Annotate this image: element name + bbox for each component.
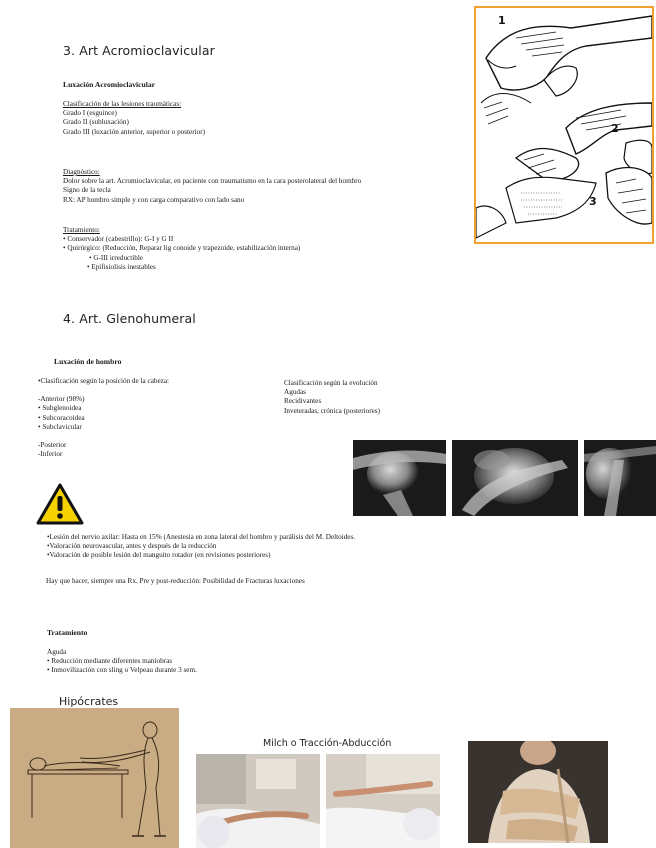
warning-item: •Valoración de posible lesión del manguito rotador (en revisiones posteriores) [47, 551, 271, 560]
anterior-label: -Anterior (98%) [38, 395, 85, 404]
figure-label: 3 [589, 195, 597, 208]
treatment-item: • Conservador (cabestrillo): G-I y G II [63, 235, 174, 244]
section4-subtitle: Luxación de hombro [54, 357, 122, 366]
xray-image [452, 440, 578, 516]
acromio-classification [63, 100, 205, 137]
diagnosis-line: Dolor sobre la art. Acromioclavicular, en paciente con traumatismo en la cara posterolateral del hombro [63, 177, 362, 186]
xray-image [584, 440, 656, 516]
milch-photo [196, 754, 320, 848]
treatment-subitem: • Epifisiolisis inestables [87, 262, 156, 271]
glenohumeral-treatment [47, 648, 197, 676]
anterior-item: • Subcoracoidea [38, 413, 85, 422]
milch-caption: Milch o Tracción-Abducción [263, 738, 392, 749]
figure-label: 1 [498, 14, 506, 27]
hipocrates-illustration [10, 708, 179, 848]
treatment-item: • Quirúrgico: (Reducción, Reparar lig conoide y trapezoide, estabilización interna) [63, 244, 301, 253]
section3-title: 3. Art Acromioclavicular [63, 43, 215, 58]
warning-item: •Lesión del nervio axilar: Hasta en 15% (Anestesia en zona lateral del hombro y parálisis del M. Deltoides. [47, 533, 356, 541]
classification-item: Grado I (esguince) [63, 109, 117, 118]
xray-note: Hay que hacer, siempre una Rx. Pre y post-reducción: Posibilidad de Fracturas luxaciones [46, 577, 305, 585]
treatment-item: • Inmovilización con sling o Velpeau durante 3 sem. [47, 666, 197, 675]
hipocrates-caption: Hipócrates [59, 695, 119, 708]
position-heading: •Clasificación según la posición de la cabeza: [38, 377, 170, 385]
treatment-heading: Tratamiento: [63, 226, 100, 234]
acromio-illustration [476, 8, 652, 242]
anterior-item: • Subclavicular [38, 422, 82, 431]
treatment-subitem: • G-III irreductible [89, 253, 144, 262]
position-other: -Inferior [38, 450, 63, 459]
diagnosis-line: RX: AP hombro simple y con carga comparativo con lado sano [63, 195, 245, 204]
section4-title: 4. Art. Glenohumeral [63, 311, 196, 326]
evolution-item: Recidivantes [284, 397, 322, 406]
anterior-item: • Subglenoidea [38, 404, 82, 413]
diagnosis-heading: Diagnóstico: [63, 168, 100, 176]
evolution-item: Agudas [284, 388, 306, 397]
evolution-item: Inveteradas, crónica (posteriores) [284, 406, 380, 415]
warnings-list [47, 533, 355, 561]
position-classification [38, 377, 169, 459]
xray-image [353, 440, 446, 516]
classification-item: Grado III (luxación anterior, superior o posterior) [63, 127, 206, 136]
diagnosis-line: Signo de la tecla [63, 186, 111, 195]
treatment-aguda: Aguda [47, 648, 67, 656]
glenohumeral-treatment-heading: Tratamiento [47, 628, 88, 637]
figure-label: 2 [611, 122, 619, 135]
evolution-classification [284, 379, 380, 416]
evolution-heading: Clasificación según la evolución [284, 379, 378, 387]
velpeau-photo [468, 741, 608, 843]
milch-photo [326, 754, 440, 848]
acromioclavicular-grades-figure [474, 6, 654, 244]
section3-subtitle: Luxación Acromioclavicular [63, 80, 156, 89]
warning-item: •Valoración neurovascular, antes y después de la reducción [47, 542, 217, 551]
warning-icon [35, 482, 85, 526]
classification-heading: Clasificación de las lesiones traumáticas: [63, 100, 182, 108]
acromio-treatment [63, 226, 300, 272]
classification-item: Grado II (subluxación) [63, 118, 129, 127]
position-other: -Posterior [38, 441, 67, 450]
acromio-diagnosis [63, 168, 361, 205]
treatment-item: • Reducción mediante diferentes maniobras [47, 657, 173, 666]
